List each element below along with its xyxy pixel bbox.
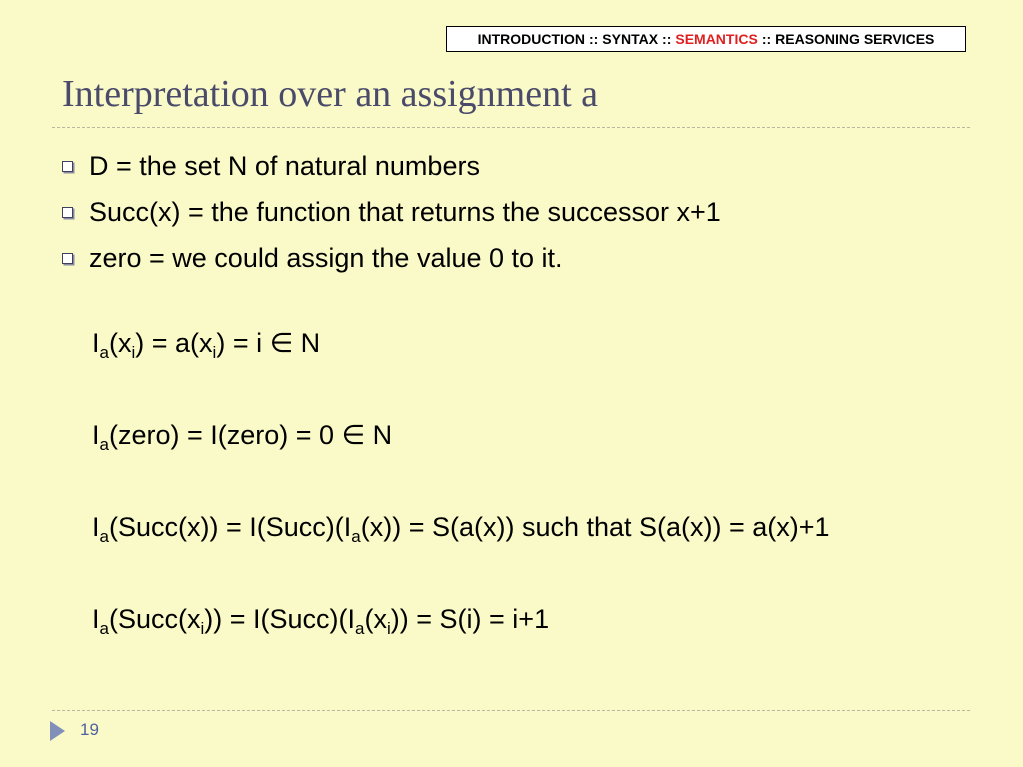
formula-zero: $I_a(zero)$ = I(zero) = 0 ∈ N xyxy=(92,420,393,454)
bullet-text: D = the set N of natural numbers xyxy=(89,150,480,181)
formula-variable: $I_a(x_i) = a(x_i) = i$ ∈ N xyxy=(92,328,321,362)
nav-item-syntax[interactable]: SYNTAX xyxy=(602,31,659,47)
slide-title: Interpretation over an assignment a xyxy=(62,73,599,115)
bullet-text: zero = we could assign the value 0 to it. xyxy=(89,242,563,273)
bullet-item xyxy=(62,189,721,235)
nav-separator: :: xyxy=(588,31,599,47)
bullet-item xyxy=(62,143,721,189)
nav-separator: :: xyxy=(761,31,772,47)
formula-succ-x: $I_a(Succ(x))$ = $I(Succ)(I_a(x)) = S(a(x))$ such that S(a(x)) = a(x)+1 xyxy=(92,512,830,546)
bullet-item xyxy=(62,235,721,281)
square-bullet-icon xyxy=(62,207,73,218)
square-bullet-icon xyxy=(62,253,73,264)
page-number: 19 xyxy=(80,720,99,739)
bullet-text: Succ(x) = the function that returns the successor x+1 xyxy=(89,196,721,227)
nav-separator: :: xyxy=(662,31,672,47)
nav-item-introduction[interactable]: INTRODUCTION xyxy=(477,31,585,47)
section-navigation xyxy=(446,26,966,52)
nav-item-semantics[interactable]: SEMANTICS xyxy=(675,31,758,47)
footer-divider xyxy=(52,710,970,711)
bullet-list xyxy=(62,143,721,281)
title-divider xyxy=(52,127,970,128)
nav-item-reasoning-services[interactable]: REASONING SERVICES xyxy=(775,31,935,47)
square-bullet-icon xyxy=(62,161,73,172)
formula-succ-xi: $I_a(Succ(x_i))$ = $I(Succ)(I_a(x_i)) = S(i) = i+1$ xyxy=(92,604,550,638)
triangle-right-icon[interactable] xyxy=(50,721,65,741)
